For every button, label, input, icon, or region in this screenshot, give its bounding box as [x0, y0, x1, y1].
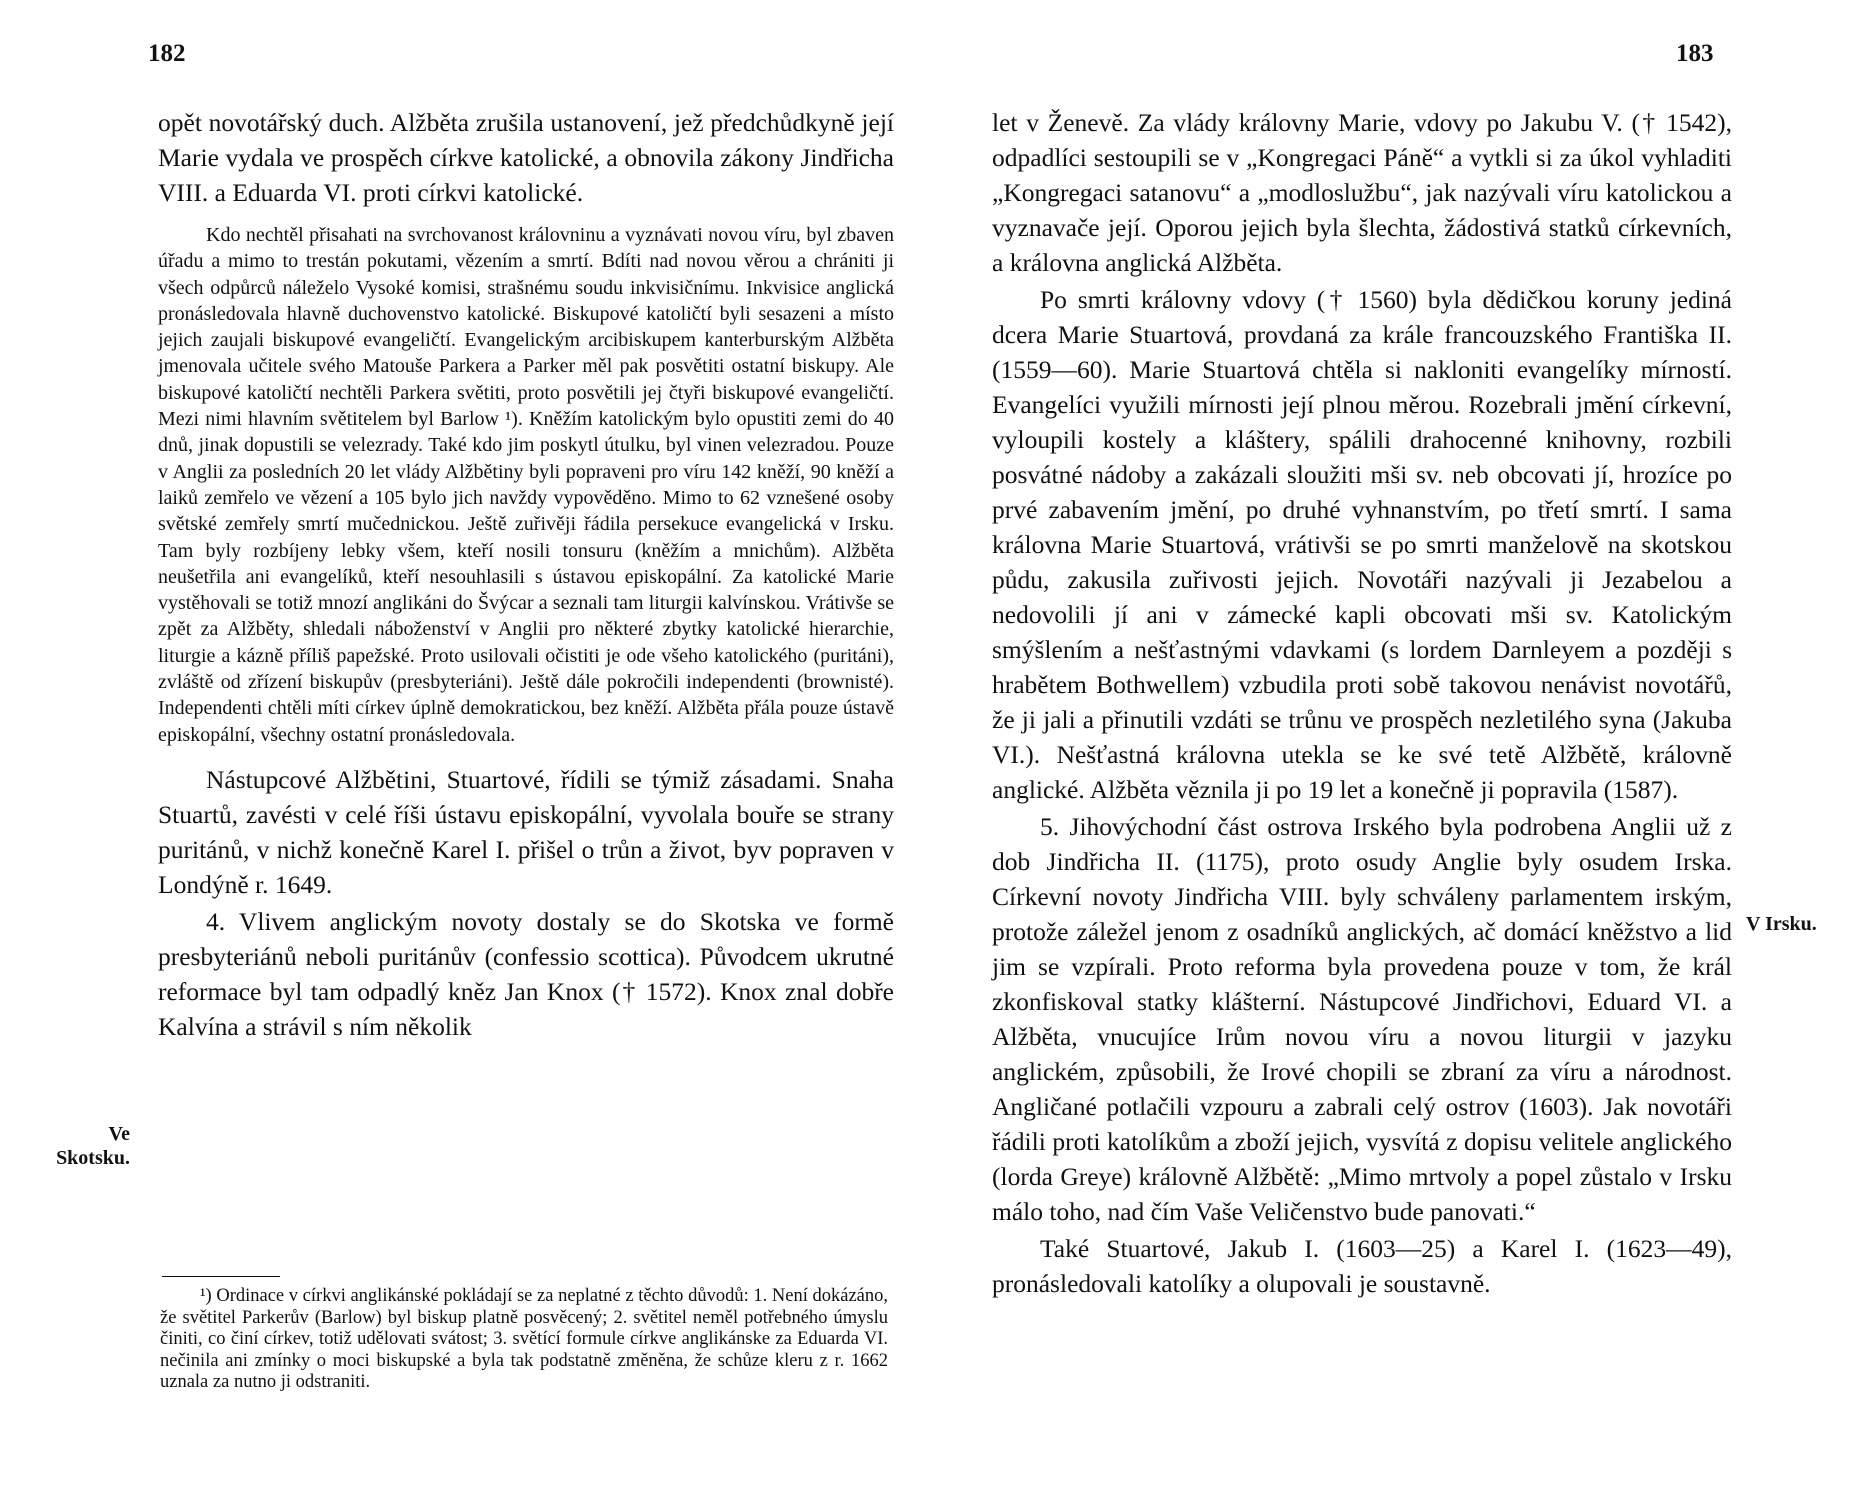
right-page-body — [992, 105, 1732, 1301]
left-sidenote — [30, 1122, 130, 1170]
left-paragraph-2: Kdo nechtěl přisahati na svrchovanost královninu a vyznávati novou víru, byl zbaven úřadu a mimo to trestán pokutami, vězením a smrtí. Bdíti nad novou věrou a chrániti ji všech odpůrců náleželo Vysoké komisi, strašnému soudu inkvisičnímu. Inkvisice anglická pronásledovala hlavně duchovenstvo katolické. Biskupové katoličtí byli sesazeni a místo jejich zaujali biskupové evangeličtí. Evangelickým arcibiskupem kanterburským Alžběta jmenovala učitele svého Matouše Parkera a Parker měl pak posvětiti ostatní biskupy. Ale biskupové katoličtí nechtěli Parkera světiti, proto posvětili jej čtyři biskupové evangeličtí. Mezi nimi hlavním světitelem byl Barlow ¹). Kněžím katolickým bylo opustiti zemi do 40 dnů, jinak dopustili se velezrady. Také kdo jim poskytl útulku, byl vinen velezradou. Pouze v Anglii za posledních 20 let vlády Alžbětiny byli popraveni pro víru 142 kněží, 90 kněží a laiků zemřelo ve vězení a 105 bylo jich navždy vypověděno. Mimo to 62 vznešené osoby světské zemřely smrtí mučednickou. Ještě zuřivěji řádila persekuce evangelická v Irsku. Tam byly rozbíjeny lebky všem, kteří nosili tonsuru (kněžím a mnichům). Alžběta neušetřila ani evangelíků, kteří nesouhlasili s ústavou episkopální. Za katolické Marie vystěhovali se totiž mnozí anglikáni do Švýcar a seznali tam liturgii kalvínskou. Vrátivše se zpět za Alžběty, shledali náboženství v Anglii pro některé zbytky katolické hierarchie, liturgie a kázně příliš papežské. Proto usilovali očistiti je ode všeho katolického (puritáni), zvláště od zřízení biskupův (presbyteriáni). Ještě dále pokročili independenti (brownisté). Independenti chtěli míti církev úplně demokratickou, bez kněží. Alžběta přála pouze ústavě episkopální, všechny ostatní pronásledovala. — [158, 224, 894, 746]
footnote — [160, 1286, 888, 1394]
right-paragraph-4: Také Stuartové, Jakub I. (1603—25) a Karel I. (1623—49), pronásledovali katolíky a olupovali je soustavně. — [992, 1234, 1732, 1298]
left-paragraph-3: Nástupcové Alžbětini, Stuartové, řídili se týmiž zásadami. Snaha Stuartů, zavésti v celé říši ústavu episkopální, vyvolala bouře se strany puritánů, v nichž konečně Karel I. přišel o trůn a život, byv popraven v Londýně r. 1649. — [158, 764, 894, 899]
right-sidenote: V Irsku. — [1746, 913, 1817, 935]
left-paragraph-1: opět novotářský duch. Alžběta zrušila ustanovení, jež předchůdkyně její Marie vydala ve prospěch církve katolické, a obnovila zákony Jindřicha VIII. a Eduarda VI. proti církvi katolické. — [158, 108, 894, 207]
sidenote-line: Ve — [108, 1123, 130, 1145]
left-page-body — [158, 105, 894, 1044]
left-paragraph-4: 4. Vlivem anglickým novoty dostaly se do Skotska ve formě presbyteriánů neboli puritánův (confessio scottica). Původcem ukrutné reformace byl tam odpadlý kněz Jan Knox († 1572). Knox znal dobře Kalvína a strávil s ním několik — [158, 906, 894, 1041]
right-paragraph-1: let v Ženevě. Za vlády královny Marie, vdovy po Jakubu V. († 1542), odpadlíci sestoupili se v „Kongregaci Páně“ a vytkli si za úkol vyhladiti „Kongregaci satanovu“ a „modloslužbu“, jak nazývali víru katolickou a vyznavače její. Oporou jejich byla šlechta, žádostivá statků církevních, a královna anglická Alžběta. — [992, 108, 1732, 277]
footnote-text: ¹) Ordinace v církvi anglikánské pokládají se za neplatné z těchto důvodů: 1. Není dokázáno, že světitel Parkerův (Barlow) byl biskup platně posvěcený; 2. světitel neměl potřebného úmyslu činiti, co činí církev, totiž udělovati svátost; 3. světící formule církve anglikánske za Eduarda VI. nečinila ani zmínky o moci biskupské a byla tak podstatně změněna, že schůze kleru z r. 1662 uznala za nutno ji odstraniti. — [160, 1286, 888, 1393]
footnote-divider — [162, 1276, 280, 1277]
right-page-number: 183 — [1676, 40, 1714, 67]
right-paragraph-3: 5. Jihovýchodní část ostrova Irského byla podrobena Anglii už z dob Jindřicha II. (1175), proto osudy Anglie byly osudem Irska. Církevní novoty Jindřicha VIII. byly schváleny parlamentem irským, protože záležel jenom z osadníků anglických, ač domácí kněžstvo a lid jim se vzpírali. Proto reforma byla provedena pouze v tom, že král zkonfiskoval statky klášterní. Nástupcové Jindřichovi, Eduard VI. a Alžběta, vnucujíce Irům novou víru a novou liturgii v jazyku anglickém, způsobili, že Irové chopili se zbraní za víru a národnost. Angličané potlačili vzpouru a zabrali celý ostrov (1603). Jak novotáři řádili proti katolíkům a zboží jejich, vysvítá z dopisu velitele anglického (lorda Greye) královně Alžbětě: „Mimo mrtvoly a popel zůstalo v Irsku málo toho, nad čím Vaše Veličenstvo bude panovati.“ — [992, 812, 1732, 1226]
right-paragraph-2: Po smrti královny vdovy († 1560) byla dědičkou koruny jediná dcera Marie Stuartová, provdaná za krále francouzského Františka II. (1559—60). Marie Stuartová chtěla si nakloniti evangelíky mírností. Evangelíci využili mírnosti její plnou měrou. Rozebrali jmění církevní, vyloupili kostely a kláštery, spálili drahocenné knihovny, rozbili posvátné nádoby a zakázali sloužiti mši sv. neb obcovati jí, hrozíce po prvé zabavením jmění, po druhé vyhnanstvím, po třetí smrtí. I sama královna Marie Stuartová, vrátivši se po smrti manželově na skotskou půdu, zakusila zuřivosti jejich. Novotáři nazývali ji Jezabelou a nedovolili jí ani v zámecké kapli obcovati mši sv. Katolickým smýšlením a nešťastnými vdavkami (s lordem Darnleyem a později s hrabětem Bothwellem) vzbudila proti sobě takovou nenávist novotářů, že ji jali a přinutili vzdáti se trůnu ve prospěch nezletilého syna (Jakuba VI.). Nešťastná královna utekla se ke své tetě Alžbětě, královně anglické. Alžběta věznila ji po 19 let a konečně ji popravila (1587). — [992, 285, 1732, 804]
sidenote-line: Skotsku. — [56, 1147, 130, 1169]
left-page-number: 182 — [148, 40, 186, 67]
